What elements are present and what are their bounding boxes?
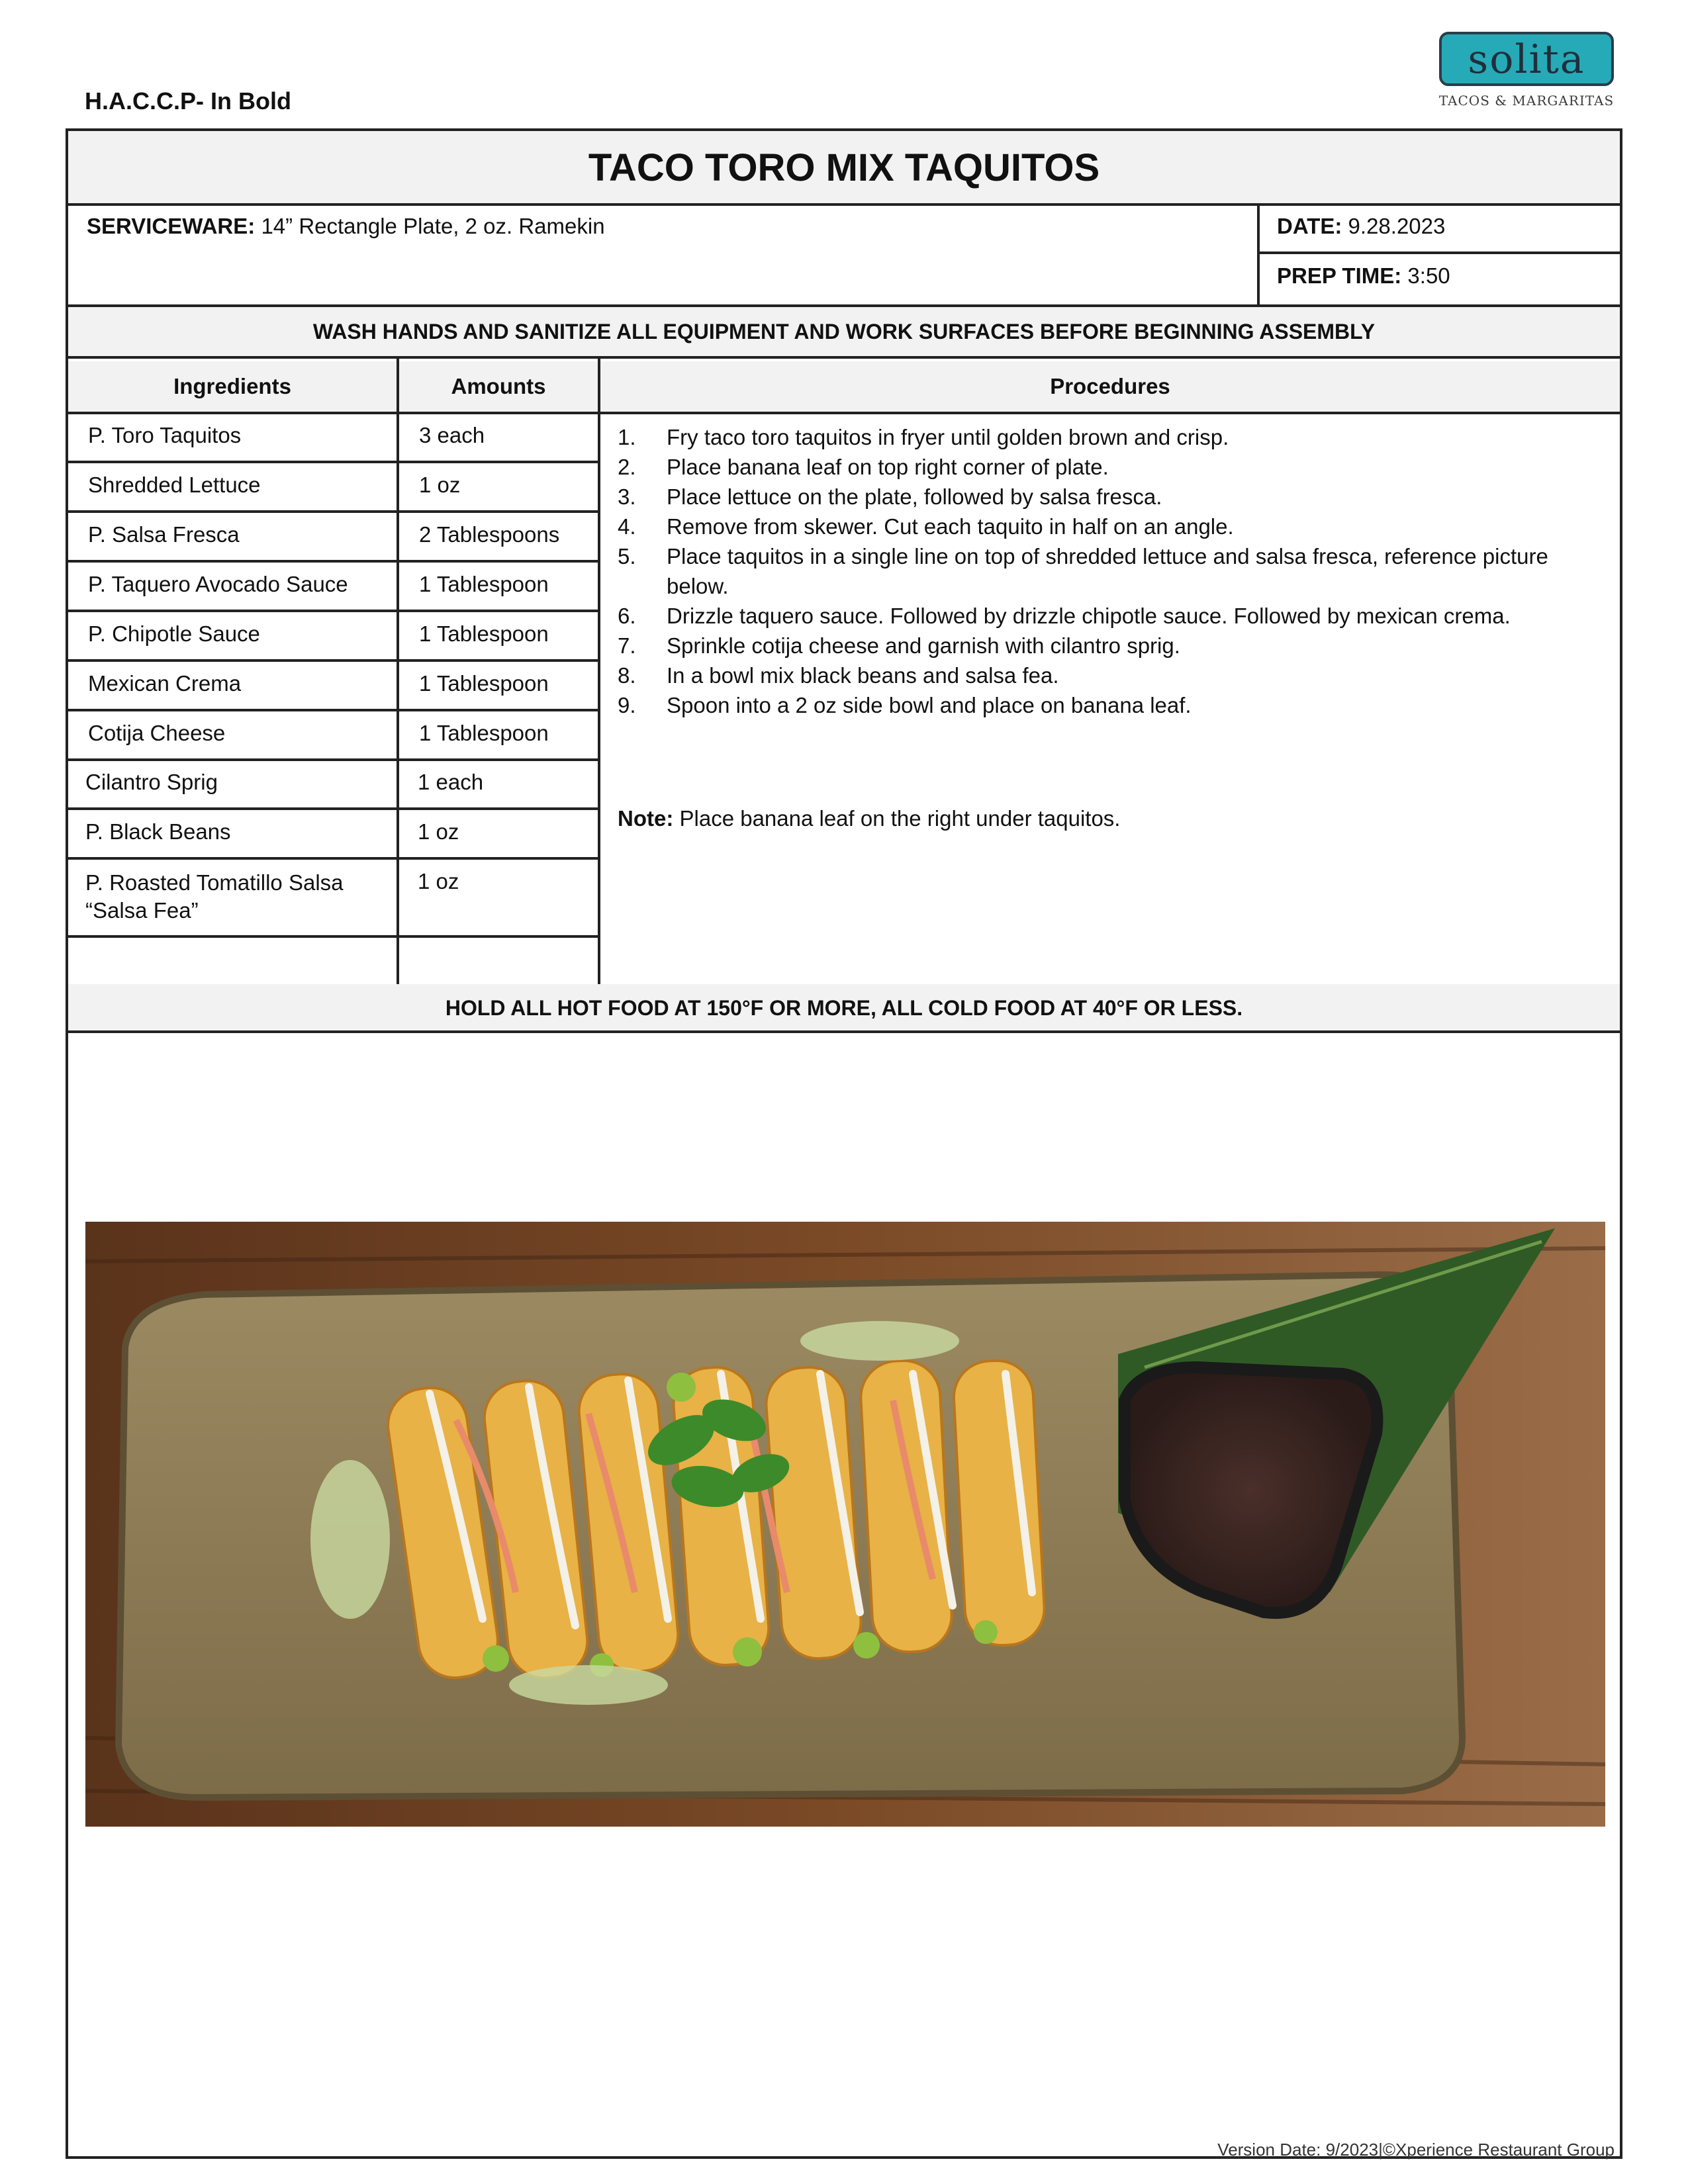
logo-badge — [1439, 32, 1614, 86]
step-text: Remove from skewer. Cut each taquito in half on an angle. — [667, 514, 1234, 539]
wash-hands-banner: WASH HANDS AND SANITIZE ALL EQUIPMENT AND WORK SURFACES BEFORE BEGINNING ASSEMBLY — [68, 307, 1620, 356]
ingredient-name: Cilantro Sprig — [85, 770, 218, 794]
ingredient-amount: 1 oz — [418, 869, 459, 893]
step-text: Spoon into a 2 oz side bowl and place on banana leaf. — [667, 693, 1192, 717]
serviceware-label: SERVICEWARE: — [87, 214, 256, 238]
step-text: Fry taco toro taquitos in fryer until golden brown and crisp. — [667, 425, 1229, 449]
ingredient-name: P. Taquero Avocado Sauce — [88, 572, 348, 596]
amounts-header: Amounts — [399, 361, 598, 412]
ingredient-name: Cotija Cheese — [88, 721, 226, 745]
step-number: 5. — [618, 544, 636, 569]
divider-line — [68, 412, 1620, 414]
ingredient-amount: 1 Tablespoon — [419, 572, 549, 596]
prep-time-value: 3:50 — [1401, 263, 1450, 288]
version-footer: Version Date: 9/2023|©Xperience Restaurant Group — [1217, 2140, 1615, 2160]
ingredient-name: Shredded Lettuce — [88, 473, 261, 497]
row-divider — [68, 807, 600, 810]
dish-illustration — [85, 1222, 1605, 1827]
step-text: Place banana leaf on top right corner of plate. — [667, 455, 1109, 479]
ingredient-name: Mexican Crema — [88, 671, 242, 696]
step-text: In a bowl mix black beans and salsa fea. — [667, 663, 1059, 688]
step-text: Place lettuce on the plate, followed by salsa fresca. — [667, 484, 1162, 509]
step-number: 9. — [618, 693, 636, 717]
procedure-step — [618, 482, 1604, 512]
row-divider — [68, 560, 600, 563]
logo-wordmark: solita — [1468, 36, 1585, 83]
column-divider — [598, 356, 600, 984]
dish-photo — [85, 1222, 1605, 1827]
row-divider — [68, 461, 600, 463]
procedures-header: Procedures — [600, 361, 1620, 412]
recipe-title: TACO TORO MIX TAQUITOS — [68, 131, 1620, 206]
logo-tagline: TACOS & MARGARITAS — [1438, 93, 1615, 109]
ingredient-amount: 2 Tablespoons — [419, 522, 560, 547]
ingredients-header: Ingredients — [68, 361, 397, 412]
divider-line — [68, 1030, 1620, 1033]
food-temp-banner: HOLD ALL HOT FOOD AT 150°F OR MORE, ALL COLD FOOD AT 40°F OR LESS. — [68, 984, 1620, 1030]
row-divider — [68, 935, 600, 938]
procedure-list — [618, 422, 1604, 720]
procedure-step — [618, 541, 1604, 601]
procedure-note — [618, 806, 1120, 831]
date-field — [1277, 214, 1445, 239]
step-number: 7. — [618, 633, 636, 658]
note-label: Note: — [618, 806, 674, 831]
procedure-step — [618, 601, 1604, 631]
procedure-step — [618, 660, 1604, 690]
row-divider — [68, 510, 600, 513]
step-number: 8. — [618, 663, 636, 688]
ingredient-amount: 1 oz — [419, 473, 461, 497]
ingredient-name: P. Black Beans — [85, 819, 231, 844]
solita-logo — [1435, 26, 1618, 113]
serviceware-field — [87, 214, 605, 239]
prep-time-field — [1277, 263, 1450, 289]
ingredient-name — [85, 869, 414, 925]
procedure-step — [618, 631, 1604, 660]
ingredient-amount: 1 each — [418, 770, 484, 794]
ingredient-name: P. Salsa Fresca — [88, 522, 240, 547]
row-divider — [68, 610, 600, 612]
step-number: 3. — [618, 484, 636, 509]
recipe-card — [66, 128, 1622, 2159]
ingredient-name-line: “Salsa Fea” — [85, 898, 199, 923]
step-number: 4. — [618, 514, 636, 539]
row-divider — [68, 709, 600, 711]
step-text: Drizzle taquero sauce. Followed by drizzle chipotle sauce. Followed by mexican crema. — [667, 604, 1511, 628]
haccp-note: H.A.C.C.P- In Bold — [85, 87, 291, 114]
date-label: DATE: — [1277, 214, 1342, 238]
divider-line — [68, 356, 1620, 359]
row-divider — [68, 758, 600, 761]
step-number: 1. — [618, 425, 636, 449]
serviceware-value: 14” Rectangle Plate, 2 oz. Ramekin — [255, 214, 605, 238]
row-divider — [68, 659, 600, 662]
ingredient-amount: 1 Tablespoon — [419, 621, 549, 646]
procedure-step — [618, 422, 1604, 452]
note-text: Place banana leaf on the right under taquitos. — [673, 806, 1121, 831]
procedure-step — [618, 512, 1604, 541]
ingredient-amount: 1 oz — [418, 819, 459, 844]
row-divider — [68, 857, 600, 860]
ingredient-amount: 1 Tablespoon — [419, 671, 549, 696]
date-divider — [1257, 251, 1620, 254]
ingredient-name-line: P. Roasted Tomatillo Salsa — [85, 870, 344, 895]
step-text: Place taquitos in a single line on top of shredded lettuce and salsa fresca, reference picture below. — [667, 544, 1548, 598]
procedure-step — [618, 452, 1604, 482]
ingredient-amount: 1 Tablespoon — [419, 721, 549, 745]
prep-time-label: PREP TIME: — [1277, 263, 1402, 288]
step-number: 2. — [618, 455, 636, 479]
step-text: Sprinkle cotija cheese and garnish with cilantro sprig. — [667, 633, 1180, 658]
step-number: 6. — [618, 604, 636, 628]
ingredient-amount: 3 each — [419, 423, 485, 447]
procedure-step — [618, 690, 1604, 720]
ingredient-name: P. Toro Taquitos — [88, 423, 242, 447]
ingredient-name: P. Chipotle Sauce — [88, 621, 260, 646]
date-value: 9.28.2023 — [1342, 214, 1446, 238]
